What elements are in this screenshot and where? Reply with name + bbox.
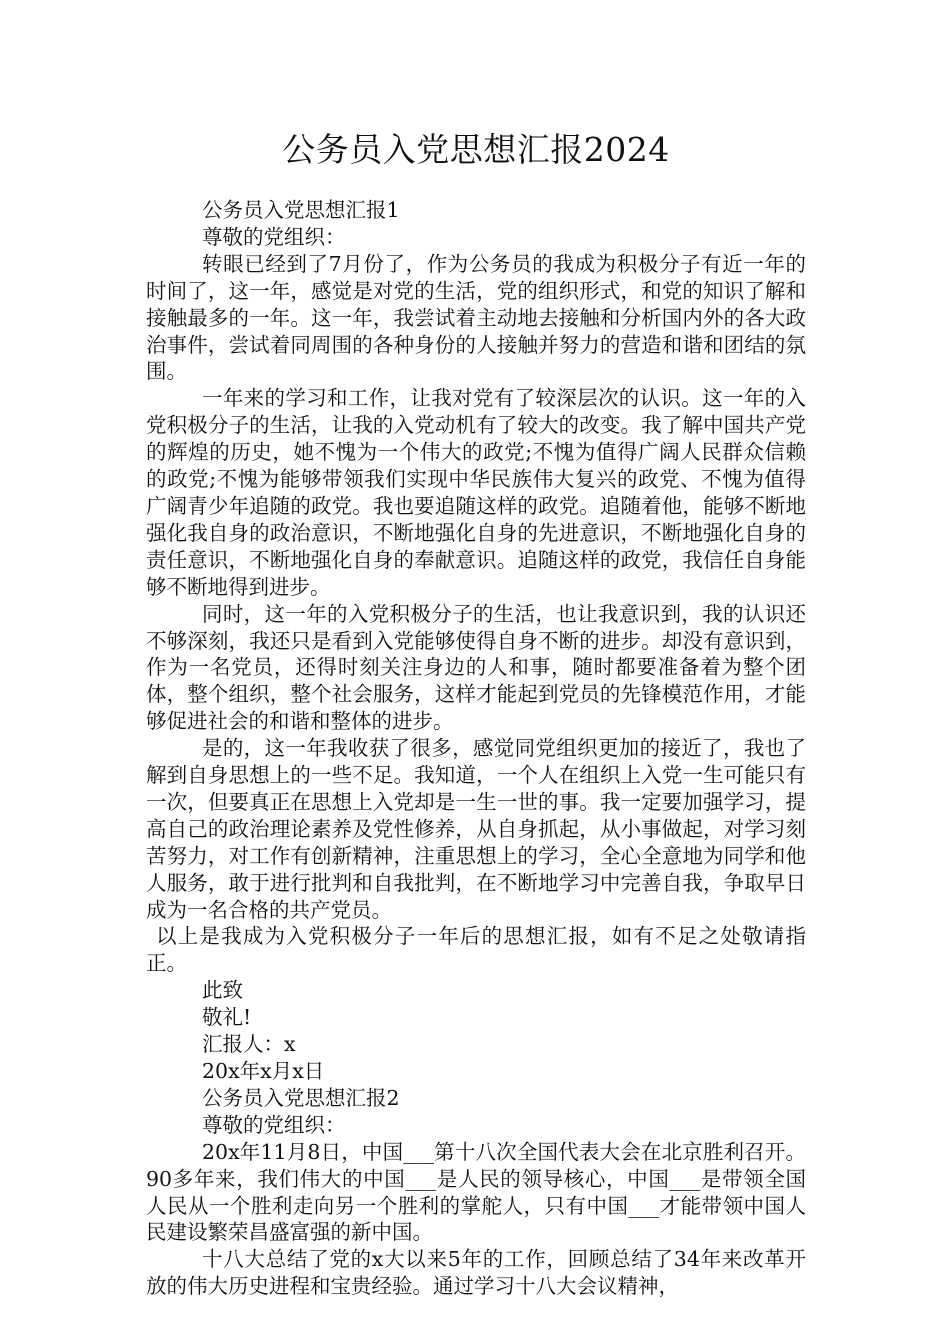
section-heading-2: 公务员入党思想汇报2 bbox=[202, 1085, 400, 1110]
reporter-signature: 汇报人：x bbox=[202, 1032, 296, 1057]
body-paragraph: 同时，这一年的入党积极分子的生活，也让我意识到，我的认识还不够深刻，我还只是看到入党能够使得自身不断的进步。却没有意识到，作为一名党员，还得时刻关注身边的人和事，随时都要准备着为整个团体，整个组织，整个社会服务，这样才能起到党员的先锋模范作用，才能够促进社会的和谐和整体的进步。 bbox=[146, 601, 806, 734]
document-body bbox=[146, 197, 806, 1300]
document-title: 公务员入党思想汇报2024 bbox=[282, 130, 670, 169]
salutation-1: 尊敬的党组织： bbox=[202, 224, 346, 249]
body-paragraph: 是的，这一年我收获了很多，感觉同党组织更加的接近了，我也了解到自身思想上的一些不足。我知道，一个人在组织上入党一生可能只有一次，但要真正在思想上入党却是一生一世的事。我一定要加强学习，提高自己的政治理论素养及党性修养，从自身抓起，从小事做起，对学习刻苦努力，对工作有创新精神，注重思想上的学习，全心全意地为同学和他人服务，敢于进行批判和自我批判，在不断地学习中完善自我，争取早日成为一名合格的共产党员。 bbox=[146, 736, 806, 922]
body-paragraph: 一年来的学习和工作，让我对党有了较深层次的认识。这一年的入党积极分子的生活，让我的入党动机有了较大的改变。我了解中国共产党的辉煌的历史，她不愧为一个伟大的政党;不愧为值得广阔人民群众信赖的政党;不愧为能够带领我们实现中华民族伟大复兴的政党、不愧为值得广阔青少年追随的政党。我也要追随这样的政党。追随着他，能够不断地强化我自身的政治意识，不断地强化自身的先进意识，不断地强化自身的责任意识，不断地强化自身的奉献意识。追随这样的政党，我信任自身能够不断地得到进步。 bbox=[146, 386, 806, 599]
closing-paragraph: 以上是我成为入党积极分子一年后的思想汇报，如有不足之处敬请指正。 bbox=[146, 924, 806, 976]
body-paragraph: 20x年11月8日，中国___第十八次全国代表大会在北京胜利召开。90多年来，我们伟大的中国___是人民的领导核心，中国___是带领全国人民从一个胜利走向另一个胜利的掌舵人，只有中国___才能带领中国人民建设繁荣昌盛富强的新中国。 bbox=[146, 1139, 806, 1245]
body-paragraph: 转眼已经到了7月份了，作为公务员的我成为积极分子有近一年的时间了，这一年，感觉是对党的生活，党的组织形式，和党的知识了解和接触最多的一年。这一年，我尝试着主动地去接触和分析国内外的各大政治事件，尝试着同周围的各种身份的人接触并努力的营造和谐和团结的氛围。 bbox=[146, 251, 806, 384]
report-date: 20x年x月x日 bbox=[202, 1059, 325, 1083]
closing-greeting: 敬礼! bbox=[202, 1005, 252, 1030]
body-paragraph: 十八大总结了党的x大以来5年的工作，回顾总结了34年来改革开放的伟大历史进程和宝贵经验。通过学习十八大会议精神， bbox=[146, 1247, 806, 1299]
closing-phrase: 此致 bbox=[202, 978, 243, 1003]
salutation-2: 尊敬的党组织： bbox=[202, 1112, 346, 1137]
section-heading-1: 公务员入党思想汇报1 bbox=[202, 198, 400, 222]
